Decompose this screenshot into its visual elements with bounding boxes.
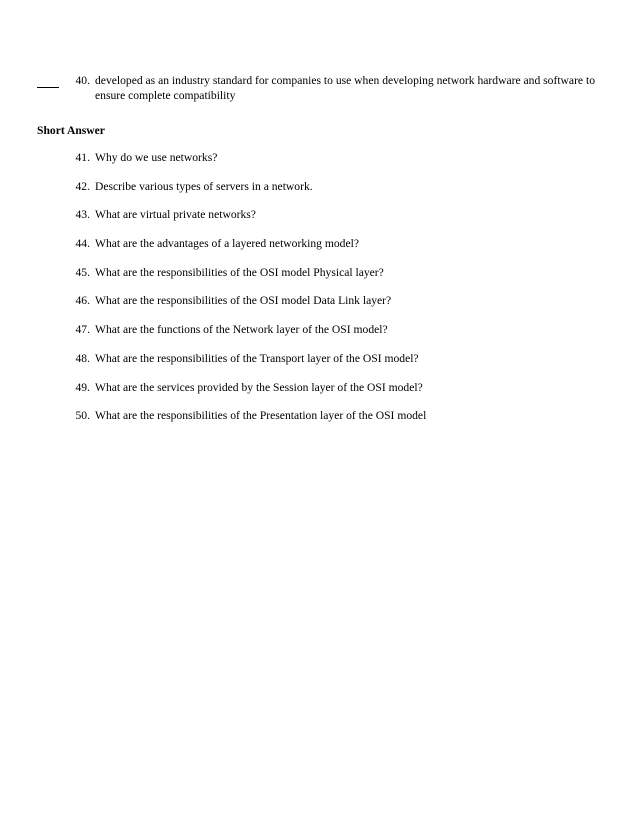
question-text: What are the responsibilities of the Transport layer of the OSI model?	[95, 351, 419, 365]
question-text: What are the advantages of a layered networking model?	[95, 237, 359, 251]
question-text: What are virtual private networks?	[95, 208, 256, 222]
short-answer-item-48	[37, 351, 597, 366]
short-answer-item-44	[37, 236, 597, 251]
question-number: 48.	[75, 351, 90, 365]
short-answer-item-46	[37, 293, 597, 308]
short-answer-heading: Short Answer	[37, 124, 105, 137]
question-number: 46.	[75, 294, 90, 308]
question-number: 47.	[75, 323, 90, 337]
short-answer-item-42	[37, 179, 597, 194]
short-answer-item-49	[37, 380, 597, 395]
question-text: What are the services provided by the Session layer of the OSI model?	[95, 380, 423, 394]
question-number: 44.	[75, 237, 90, 251]
short-answer-item-50	[37, 408, 597, 423]
question-text: What are the responsibilities of the OSI model Physical layer?	[95, 265, 384, 279]
question-number: 45.	[75, 265, 90, 279]
question-number: 50.	[75, 409, 90, 423]
question-text: What are the responsibilities of the OSI model Data Link layer?	[95, 294, 392, 308]
question-number: 42.	[75, 179, 90, 193]
question-number: 40.	[75, 74, 90, 87]
short-answer-item-47	[37, 322, 597, 337]
short-answer-item-43	[37, 207, 597, 222]
question-text: Why do we use networks?	[95, 151, 218, 164]
question-number: 43.	[75, 208, 90, 222]
short-answer-list	[37, 150, 597, 437]
short-answer-item-41	[37, 150, 597, 165]
question-text: developed as an industry standard for companies to use when developing network hardware and software to ensure complete compatibility	[95, 74, 595, 102]
short-answer-item-45	[37, 265, 597, 280]
question-number: 49.	[75, 380, 90, 394]
question-text: What are the responsibilities of the Presentation layer of the OSI model	[95, 409, 427, 423]
question-text: Describe various types of servers in a network.	[95, 179, 313, 193]
question-number: 41.	[75, 151, 90, 164]
answer-blank[interactable]	[37, 73, 59, 88]
question-text: What are the functions of the Network layer of the OSI model?	[95, 323, 388, 337]
